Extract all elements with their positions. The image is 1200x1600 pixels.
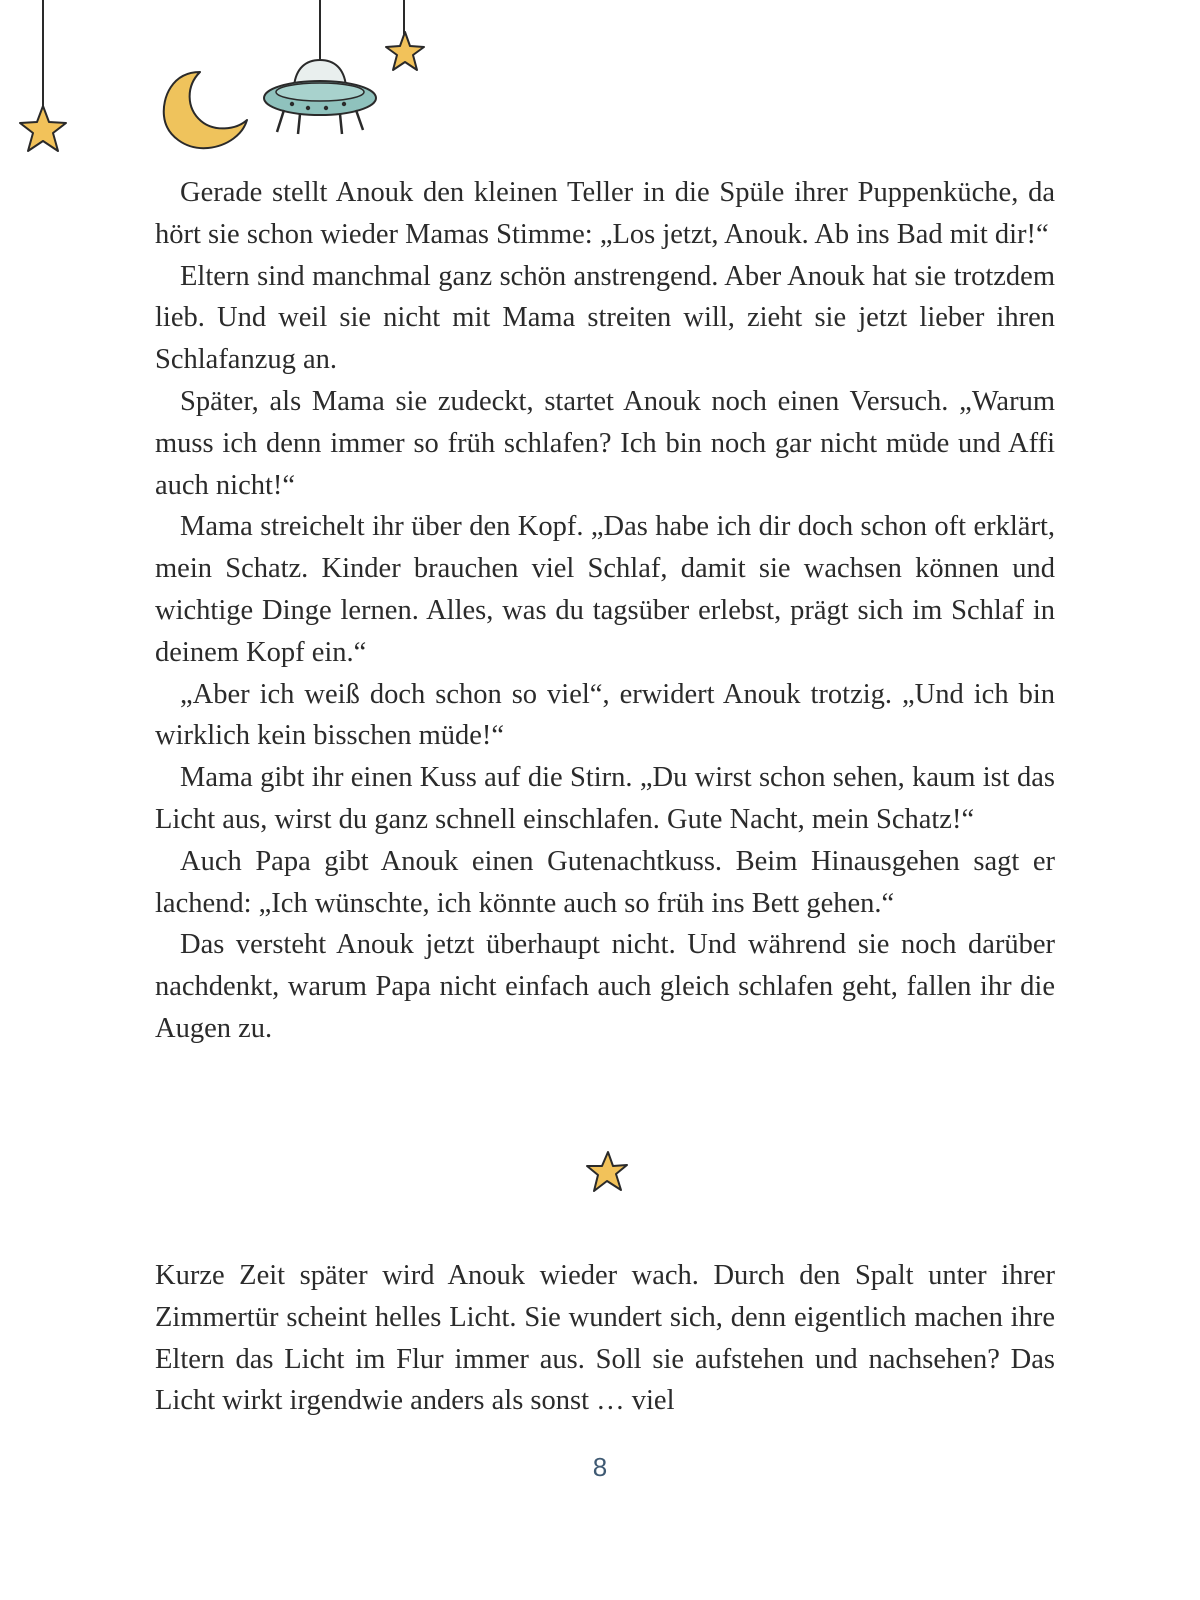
hanging-star-icon: [20, 0, 66, 151]
paragraph: Gerade stellt Anouk den kleinen Teller in die Spüle ihrer Puppenküche, da hört sie schon wieder Mamas Stimme: „Los jetzt, Anouk. Ab ins Bad mit dir!“: [155, 177, 1055, 250]
paragraph: Mama streichelt ihr über den Kopf. „Das habe ich dir doch schon oft erklärt, mein Schatz. Kinder brauchen viel Schlaf, damit sie wachsen können und wichtige Dinge lernen. Alles, was du tagsüber erlebst, prägt sich im Schlaf in deinem Kopf ein.“: [155, 511, 1055, 668]
story-section-2: [155, 1255, 1055, 1422]
hanging-ufo-icon: [264, 0, 376, 134]
paragraph: Kurze Zeit später wird Anouk wieder wach. Durch den Spalt unter ihrer Zimmertür scheint helles Licht. Sie wundert sich, denn eigentlich machen ihre Eltern das Licht im Flur immer aus. Soll sie aufstehen und nachsehen? Das Licht wirkt irgendwie anders als sonst … viel: [155, 1260, 1055, 1417]
crescent-moon-icon: [164, 72, 247, 148]
paragraph: Auch Papa gibt Anouk einen Gutenachtkuss. Beim Hinausgehen sagt er lachend: „Ich wünschte, ich könnte auch so früh ins Bett gehen.“: [155, 845, 1055, 919]
page-number: 8: [592, 1452, 608, 1482]
mobile-illustration: [0, 0, 460, 170]
paragraph: Mama gibt ihr einen Kuss auf die Stirn. „Du wirst schon sehen, kaum ist das Licht aus, wirst du ganz schnell einschlafen. Gute Nacht, mein Schatz!“: [155, 762, 1055, 835]
paragraph: Später, als Mama sie zudeckt, startet Anouk noch einen Versuch. „Warum muss ich denn immer so früh schlafen? Ich bin noch gar nicht müde und Affi auch nicht!“: [155, 385, 1055, 501]
paragraph: „Aber ich weiß doch schon so viel“, erwidert Anouk trotzig. „Und ich bin wirklich kein bisschen müde!“: [155, 678, 1055, 752]
paragraph: Das versteht Anouk jetzt überhaupt nicht. Und während sie noch darüber nachdenkt, warum Papa nicht einfach auch gleich schlafen geht, fallen ihr die Augen zu.: [155, 929, 1055, 1044]
paragraph: Eltern sind manchmal ganz schön anstrengend. Aber Anouk hat sie trotzdem lieb. Und weil sie nicht mit Mama streiten will, zieht sie jetzt lieber ihren Schlafanzug an.: [155, 260, 1055, 376]
story-section-1: [155, 172, 1055, 1050]
hanging-star-icon: [386, 0, 424, 70]
star-icon: [585, 1150, 629, 1194]
